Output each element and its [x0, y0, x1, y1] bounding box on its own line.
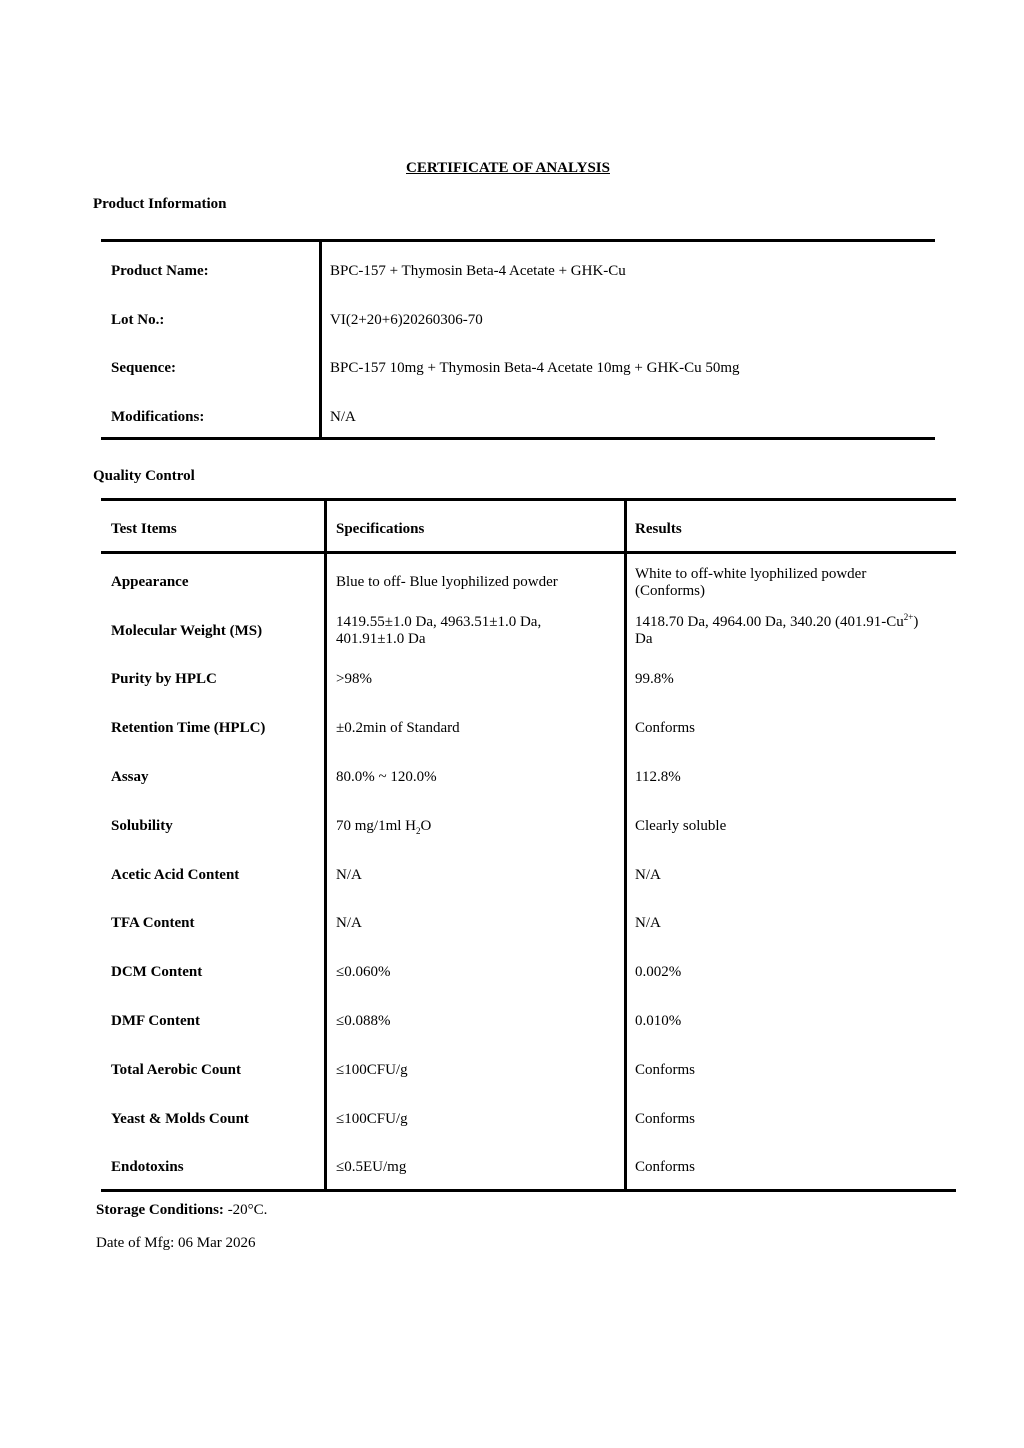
- table-row: [101, 818, 956, 858]
- storage-label: Storage Conditions:: [96, 1202, 224, 1218]
- test-item: Acetic Acid Content: [111, 867, 240, 883]
- spec-text: O: [420, 818, 432, 834]
- test-item: Assay: [111, 769, 149, 785]
- result: Conforms: [635, 720, 695, 736]
- result: Conforms: [635, 1159, 695, 1175]
- sequence-value: BPC-157 10mg + Thymosin Beta-4 Acetate 10mg + GHK-Cu 50mg: [330, 360, 740, 376]
- specification: N/A: [336, 867, 362, 883]
- specification: ≤100CFU/g: [336, 1062, 408, 1078]
- specification: [336, 614, 606, 648]
- table-row: [101, 671, 956, 711]
- result: [635, 566, 950, 600]
- spec-text: 70 mg/1ml H: [336, 818, 417, 834]
- table-row: [101, 964, 956, 1004]
- product-name-label: Product Name:: [111, 263, 209, 279]
- test-item: TFA Content: [111, 915, 195, 931]
- result-close: ): [913, 614, 919, 630]
- result: 0.010%: [635, 1013, 682, 1029]
- result: 0.002%: [635, 964, 682, 980]
- table-row: [101, 312, 935, 332]
- table-row: [101, 614, 956, 654]
- specification: ≤0.088%: [336, 1013, 391, 1029]
- date-of-mfg: Date of Mfg: 06 Mar 2026: [96, 1235, 256, 1251]
- spec-line: 401.91±1.0 Da: [336, 631, 426, 647]
- storage-value: -20°C.: [223, 1202, 268, 1218]
- specification: ±0.2min of Standard: [336, 720, 460, 736]
- table-row: [101, 915, 956, 955]
- table-row: [101, 263, 935, 283]
- modifications-value: N/A: [330, 409, 356, 425]
- result-line: Da: [635, 631, 653, 647]
- specification: N/A: [336, 915, 362, 931]
- result: Clearly soluble: [635, 818, 727, 834]
- lot-no-label: Lot No.:: [111, 312, 165, 328]
- storage-conditions: [96, 1202, 267, 1219]
- result: 112.8%: [635, 769, 681, 785]
- table-row: [101, 1111, 956, 1151]
- test-item: Endotoxins: [111, 1159, 184, 1175]
- result-line: 1418.70 Da, 4964.00 Da, 340.20 (401.91-Cu: [635, 614, 904, 630]
- table-row: [101, 566, 956, 606]
- column-header-test-items: Test Items: [111, 521, 177, 537]
- test-item: Retention Time (HPLC): [111, 720, 266, 736]
- table-row: [101, 867, 956, 907]
- test-item: Total Aerobic Count: [111, 1062, 242, 1078]
- test-item: Appearance: [111, 574, 189, 590]
- specification: Blue to off- Blue lyophilized powder: [336, 574, 558, 590]
- result: Conforms: [635, 1062, 695, 1078]
- table-row: [101, 409, 935, 429]
- result-line: White to off-white lyophilized powder: [635, 566, 867, 582]
- specification: [336, 818, 606, 835]
- table-row: [101, 720, 956, 760]
- specification: ≤100CFU/g: [336, 1111, 408, 1127]
- result: N/A: [635, 915, 661, 931]
- table-row: [101, 360, 935, 380]
- product-information-table: [101, 239, 935, 440]
- specification: >98%: [336, 671, 372, 687]
- column-header-specifications: Specifications: [336, 521, 425, 537]
- result: 99.8%: [635, 671, 674, 687]
- charge-superscript: 2+: [903, 612, 914, 622]
- table-row: [101, 769, 956, 809]
- document-title: CERTIFICATE OF ANALYSIS: [406, 160, 610, 176]
- table-row: [101, 1159, 956, 1199]
- table-header-row: [101, 521, 956, 561]
- specification: 80.0% ~ 120.0%: [336, 769, 437, 785]
- quality-control-heading: Quality Control: [93, 468, 195, 484]
- table-row: [101, 1013, 956, 1053]
- test-item: Molecular Weight (MS): [111, 623, 263, 639]
- table-row: [101, 1062, 956, 1102]
- test-item: DMF Content: [111, 1013, 201, 1029]
- column-header-results: Results: [635, 521, 682, 537]
- specification: ≤0.060%: [336, 964, 391, 980]
- subscript: 2: [416, 826, 421, 836]
- sequence-label: Sequence:: [111, 360, 176, 376]
- product-information-heading: Product Information: [93, 196, 227, 212]
- test-item: Purity by HPLC: [111, 671, 217, 687]
- test-item: Solubility: [111, 818, 173, 834]
- quality-control-table: [101, 498, 956, 1192]
- test-item: DCM Content: [111, 964, 203, 980]
- result: [635, 614, 950, 648]
- result: N/A: [635, 867, 661, 883]
- specification: ≤0.5EU/mg: [336, 1159, 407, 1175]
- result: Conforms: [635, 1111, 695, 1127]
- modifications-label: Modifications:: [111, 409, 205, 425]
- test-item: Yeast & Molds Count: [111, 1111, 249, 1127]
- result-line: (Conforms): [635, 583, 705, 599]
- product-name-value: BPC-157 + Thymosin Beta-4 Acetate + GHK-Cu: [330, 263, 626, 279]
- spec-line: 1419.55±1.0 Da, 4963.51±1.0 Da,: [336, 614, 542, 630]
- lot-no-value: VI(2+20+6)20260306-70: [330, 312, 483, 328]
